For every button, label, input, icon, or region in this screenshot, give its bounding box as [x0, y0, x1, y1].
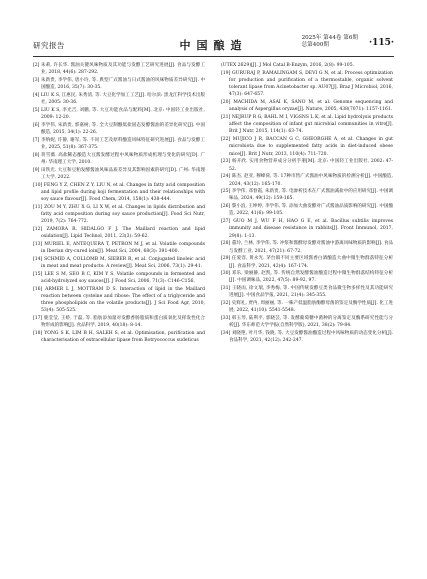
reference-entry: [15] LEE S M, SEO B C, KIM Y S. Volatile compounds in fermented and acid-hydrolyzed soy sauces[J]. J Food Sci, 2006, 71(3): C146-C156.: [33, 271, 205, 284]
reference-entry: [8] 蒋雪薇. 高盐稀态酿造大豆酱发酵过程中风味物质形成机理与变化的研究[D]. 广州: 华南理工大学, 2010.: [33, 152, 205, 165]
reference-entry: [14] SCHMID A, COLLOMB M, SIEBER R, et al. Conjugated linoleic acid in meat and meat products: A review[J]. Meat Sci, 2006, 73(1): 29-41.: [33, 256, 205, 270]
reference-entry: [9] 田铁光. 大豆和豆粕发酵酱油风味品质差异及其影响因素的研究[D]. 广州: 华南理工大学, 2022.: [33, 167, 205, 180]
reference-entry: [29] 任爱容, 黄永光. 茅台镇不同主要区域酱香白酒酿造大曲中微生物群落特征分析[J]. 食品科学, 2021, 42(4): 167-174.: [221, 256, 393, 269]
reference-entry: [19] GURURAJ P, RAMALINGAM S, DEVI G N, et al. Process optimization for production and purification of a thermostable, organic solvent tolerant lipase from Acinetobacter sp. AU07[J]. Braz J Microbiol, 2016, 47(3): 647-657.: [221, 70, 393, 98]
references-left-column: [33, 62, 205, 345]
reference-entry: [16] ARMER L J, MOTTRAM D S. Interaction of lipid in the Maillard reaction between cysteine and ribose: The effect of a triglyceride and three phospholipids on the volatile products[J]. J Sci Food Agr, 2010, 53(4): 505-525.: [33, 286, 205, 314]
reference-entry: [2] 朱莉, 许长华. 酱油关键风味物质及其功能与发酵工艺研究进展[J]. 食品与发酵工业, 2018, 44(6): 287-292.: [33, 63, 205, 76]
reference-entry: [28] 董玲, 兰林, 李学伟, 等. 冲浆和酱酵母发酵对酱油中游离风味物质的影响[J]. 食品与发酵工业, 2021, 47(21): 67-72.: [221, 241, 393, 254]
reference-entry: [21] NEJRUP R G, BAHL M I, VIGSNS L K, et al. Lipid hydrolysis products affect the composition of infant gut microbial communities in vitro[J]. Brit J Nutr, 2015, 114(1): 63-74.: [221, 115, 393, 135]
reference-entry: [18] YONG S K, LIM B H, SALEH S, et al. Optimisation, purification and characterisation of extracellular lipase from Botryococcus sudeticus: [33, 331, 205, 344]
page-number: ·115·: [368, 38, 394, 48]
references-right-column: [221, 62, 393, 345]
reference-entry: [17] 鹿莹莹, 王娇, 于磊, 等. 脂肪添加量对发酵香肠脂质和蛋白质氧化及挥发性化合物形成的影响[J]. 食品科学, 2019, 40(18): 8-14.: [33, 316, 205, 329]
reference-entry: [25] 李学伟, 邓春霞, 朱新贵, 等. 电渗析技术在广式酱油减盐中的应用研究[J]. 中国调味品, 2024, 49(12): 159-165.: [221, 189, 393, 202]
header-rule: [33, 56, 394, 57]
page-header: [33, 37, 394, 53]
reference-entry: [6] 李学伟, 朱新贵, 郭嘉树, 等. 全大豆制酿低盐固态发酵酱油的差异化研究[J]. 中国酿造, 2015, 34(1): 22-26.: [33, 122, 205, 136]
issue-info: [302, 35, 358, 49]
reference-entry: [27] GUO M J, WU F H, HAO G E, et al. Bacillus subtilis improves immunity and disease resistance in rabbits[J]. Front Immunol, 2017, 29(8): 1-13.: [221, 219, 393, 239]
reference-entry: [11] ZOU M Y, ZHU X G, LI X W, et al. Changes in lipids distribution and fatty acid composition during soy sauce production[J]. Food Sci Nutr, 2019, 7(2): 764-772.: [33, 204, 205, 225]
journal-title: 中国酿造: [179, 39, 248, 52]
reference-entry: [10] FENG Y Z, CHEN Z Y, LIU N, et al. Changes in fatty acid composition and lipid profile during koji fermentation and their relationships with soy sauce flavour[J]. Food Chem, 2014, 158(1): 438-444.: [33, 182, 205, 203]
reference-entry: [3] 朱新贵, 李学伟, 唐小玲, 等. 典型广式酱油与日式酱油的风味物质差异研究[J]. 中国酿造, 2016, 35(7): 30-35.: [33, 77, 205, 91]
reference-entry: [22] MUJICO J R, BACCAN G C, GHEORGHE A, et al. Changes in gut microbiota due to supplemented fatty acids in diet-induced obese mice[J]. Brit J Nutr, 2013, 110(4): 711-720.: [221, 137, 393, 157]
reference-entry: [26] 黎小浪, 王坤婷, 李学伟, 等. 添加大曲发酵对广式酱油品质影响的研究[J]. 中国酿造, 2022, 41(6): 99-105.: [221, 204, 393, 217]
reference-entry: [13] MURIEL E, ANTEQUERA T, PETRON M J, et al. Volatile compounds in Iberian dry-cured loin[J]. Meat Sci, 2004, 68(3): 391-400.: [33, 241, 205, 255]
issue-volume: 2025年 第44卷 第6期: [301, 35, 358, 41]
reference-entry: [5] LIU K S, 李光吉, 刘鹏, 等. 大豆功能食品与配料[M]. 北京: 中国轻工业出版社, 2009: 12-20.: [33, 107, 205, 121]
reference-entry: (UTEX 2629)[J]. J Mol Catal B-Enzym, 2016, 2(8): 99-105.: [221, 63, 355, 68]
reference-entry: [24] 陈杰, 赵亚, 穆峰荷, 等. 17种市售广式酱油中风味物质的检测分析[J]. 中国酿造, 2024, 43(12): 165-170.: [221, 174, 393, 187]
reference-entry: [32] 史辉礼, 贾冉, 周丽丽, 等. 一株产低温脂肪酶酵母菌的鉴定及酶学性质[J]. 化工进展, 2022, 41(10): 5541-5548.: [221, 301, 393, 314]
reference-entry: [4] LIU K S, 江惠民, 朱秀清, 等. 大豆化学加工工艺[J]. 哈尔滨: 黑龙江科学技术出版社, 2005: 30-36.: [33, 92, 205, 106]
reference-entry: [30] 邓乐, 梁丽静, 赵凯, 等. 传统自然发酵酱油酿造过程中微生物群落结构特征分析[J]. 中国调味品, 2022, 47(5): 89-92, 97.: [221, 271, 393, 284]
reference-entry: [34] 刘晓艳, 叶月华, 钱晓, 等. 大豆发酵酱油酿造过程中风味物质的动态变化分析[J]. 食品科学, 2021, 42(12): 242-247.: [221, 331, 393, 344]
reference-entry: [7] 李纳妮, 许静, 谢军, 等. 不同工艺及原料酿造风味特征研究进展[J]. 食品与发酵工业, 2025, 51(8): 367-375.: [33, 137, 205, 150]
issue-total: 总第400期: [301, 42, 330, 48]
reference-entry: [31] 王晓雨, 徐文瑞, 李秀梅, 等. 中国传统发酵豆类食品微生物多样性及其功能研究进展[J]. 中国食品学报, 2021, 21(4): 345-355.: [221, 286, 393, 299]
reference-entry: [33] 韩玉琴, 陆利平, 郭晓芸, 等. 发酵葡萄糖中菌种的分离鉴定及酶系研究性能与分析[J]. 华东师范大学学报(自然科学版), 2021, 38(2): 79-84.: [221, 316, 393, 329]
reference-entry: [12] ZAMORA R, HIDALGO F J. The Maillard reaction and lipid oxidation[J]. Lipid Technol, 2011, 23(3): 59-62.: [33, 226, 205, 240]
section-label: 研究报告: [33, 41, 65, 50]
reference-entry: [23] 杨开欣. 实用食物营养成分分析手册[M]. 北京: 中国轻工业出版社, 2002: 47-52.: [221, 159, 393, 172]
reference-entry: [20] MACHIDA M, ASAI K, SANO M, et al. Genome sequencing and analysis of Aspergillus oryzae[J]. Nature, 2005, 438(7071): 1157-1161.: [221, 100, 393, 113]
